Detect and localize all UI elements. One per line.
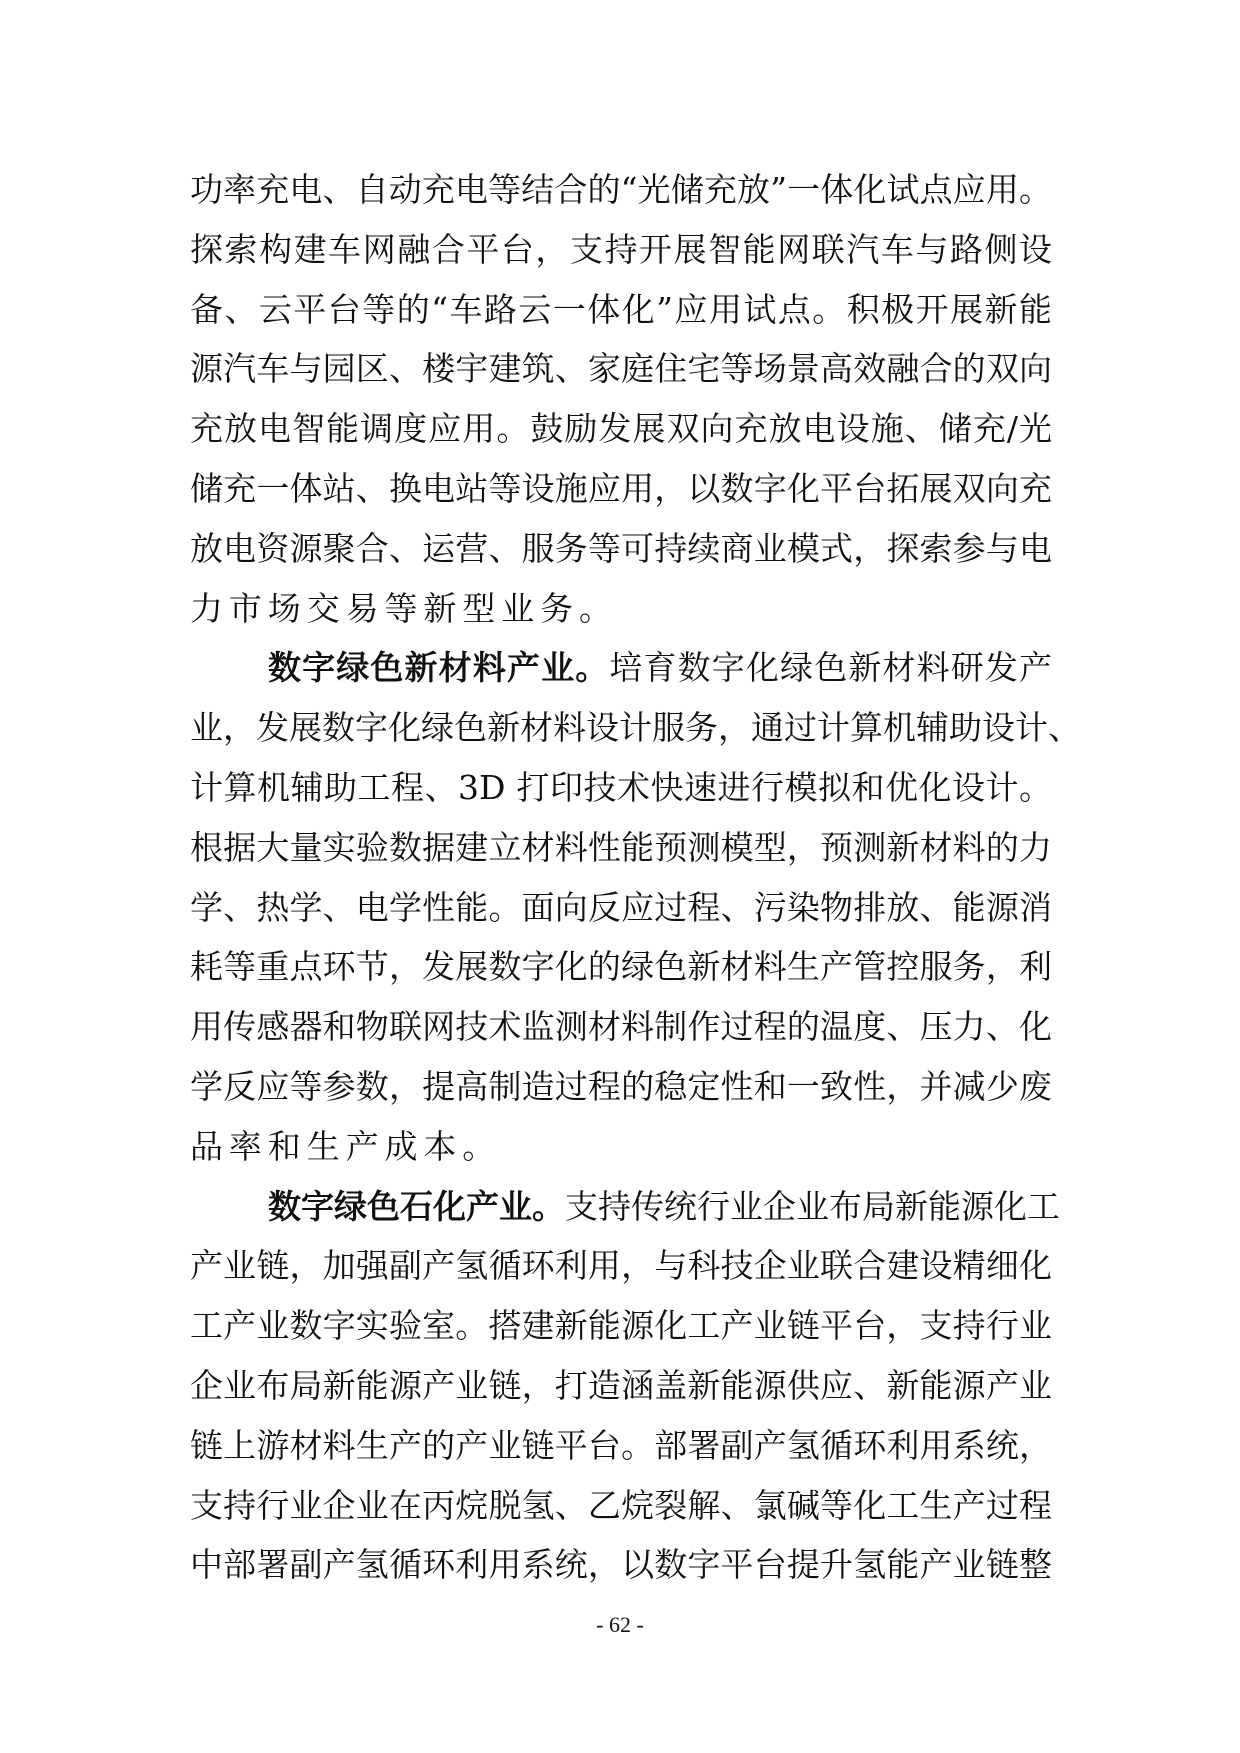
text-line: 学、热学、电学性能。面向反应过程、污染物排放、能源消 bbox=[190, 887, 1052, 927]
text-line: 功率充电、自动充电等结合的“光储充放”一体化试点应用。 bbox=[190, 170, 1052, 209]
text-line: 链上游材料生产的产业链平台。部署副产氢循环利用系统， bbox=[190, 1425, 1052, 1465]
section-heading: 数字绿色石化产业。 bbox=[268, 1186, 565, 1226]
text-line: 根据大量实验数据建立材料性能预测模型，预测新材料的力 bbox=[190, 827, 1052, 867]
text-line: 备、云平台等的“车路云一体化”应用试点。积极开展新能 bbox=[190, 289, 1052, 329]
text-line: 产业链，加强副产氢循环利用，与科技企业联合建设精细化 bbox=[190, 1246, 1052, 1286]
text-line: 充放电智能调度应用。鼓励发展双向充放电设施、储充/光 bbox=[190, 409, 1052, 449]
text-line: 中部署副产氢循环利用系统，以数字平台提升氢能产业链整 bbox=[190, 1545, 1052, 1585]
text-line: 计算机辅助工程、3D 打印技术快速进行模拟和优化设计。 bbox=[190, 767, 1052, 807]
text-line: 业，发展数字化绿色新材料设计服务，通过计算机辅助设计、 bbox=[190, 708, 1081, 748]
heading-continuation: 支持传统行业企业布局新能源化工 bbox=[565, 1186, 1060, 1226]
paragraph-petrochemical bbox=[190, 1177, 1060, 1596]
section-heading: 数字绿色新材料产业。 bbox=[268, 648, 610, 688]
text-line: 用传感器和物联网技术监测材料制作过程的温度、压力、化 bbox=[190, 1007, 1052, 1047]
text-line: 耗等重点环节，发展数字化的绿色新材料生产管控服务，利 bbox=[190, 947, 1052, 987]
text-line-first bbox=[190, 638, 1052, 698]
text-line: 学反应等参数，提高制造过程的稳定性和一致性，并减少废 bbox=[190, 1066, 1052, 1106]
paragraph-new-materials bbox=[190, 638, 1081, 1176]
text-line: 力市场交易等新型业务。 bbox=[190, 588, 618, 628]
text-line: 企业布局新能源产业链，打造涵盖新能源供应、新能源产业 bbox=[190, 1365, 1052, 1405]
text-line: 放电资源聚合、运营、服务等可持续商业模式，探索参与电 bbox=[190, 528, 1052, 568]
text-line: 支持行业企业在丙烷脱氢、乙烷裂解、氯碱等化工生产过程 bbox=[190, 1485, 1052, 1525]
paragraph-charging bbox=[190, 160, 1052, 638]
text-line: 探索构建车网融合平台，支持开展智能网联汽车与路侧设 bbox=[190, 229, 1052, 269]
text-line: 工产业数字实验室。搭建新能源化工产业链平台，支持行业 bbox=[190, 1306, 1052, 1346]
text-line: 储充一体站、换电站等设施应用，以数字化平台拓展双向充 bbox=[190, 468, 1052, 508]
text-line: 品率和生产成本。 bbox=[190, 1126, 502, 1166]
heading-continuation: 培育数字化绿色新材料研发产 bbox=[609, 648, 1053, 688]
text-line: 源汽车与园区、楼宇建筑、家庭住宅等场景高效融合的双向 bbox=[190, 349, 1052, 389]
page-number: - 62 - bbox=[596, 1612, 644, 1637]
body-text bbox=[190, 160, 1081, 1595]
text-line-first bbox=[190, 1177, 1060, 1237]
